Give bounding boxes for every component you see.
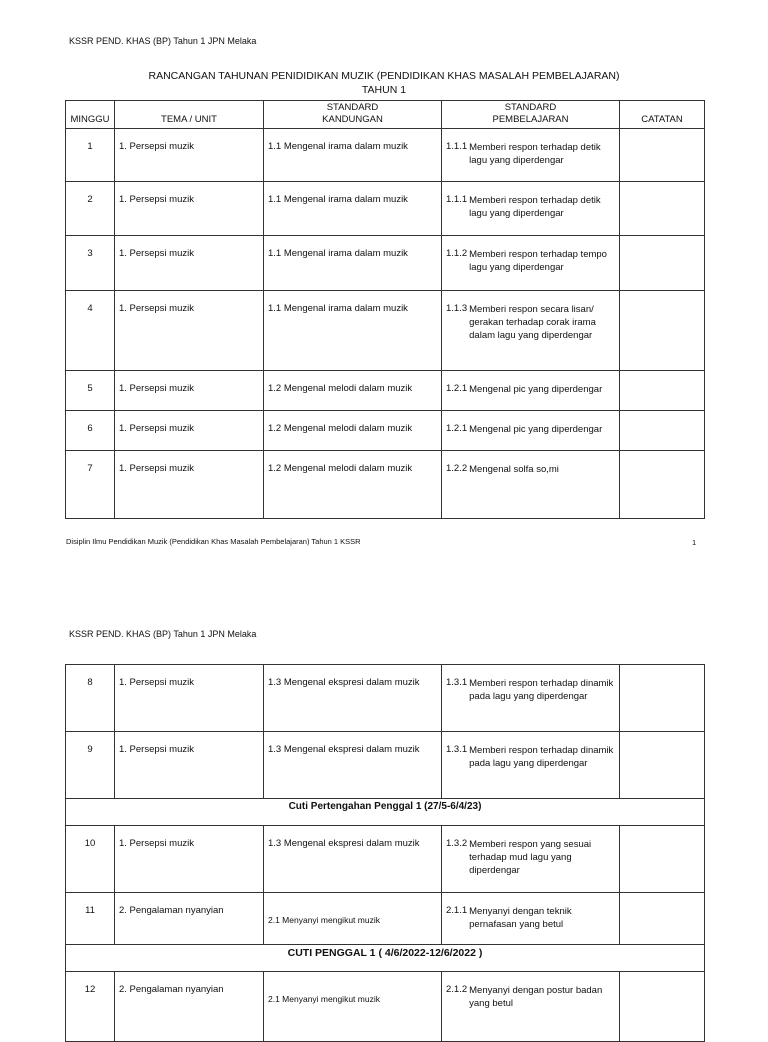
cell-minggu: 12 — [66, 972, 115, 1042]
cell-tema: 1. Persepsi muzik — [115, 411, 264, 451]
col-header-sk-line1: STANDARD — [326, 102, 379, 113]
cell-standard-kandungan: 1.3 Mengenal ekspresi dalam muzik — [264, 732, 442, 799]
sp-text: Memberi respon terhadap detik lagu yang diperdengar — [469, 195, 601, 219]
cell-standard-kandungan: 1.2 Mengenal melodi dalam muzik — [264, 411, 442, 451]
table-row — [66, 826, 705, 893]
sp-text: Memberi respon secara lisan/ gerakan terhadap corak irama dalam lagu yang diperdengar — [469, 304, 596, 341]
sp-text: Mengenal pic yang diperdengar — [469, 384, 603, 395]
sp-code: 1.2.1 — [446, 423, 468, 434]
plan-table-page2 — [65, 664, 705, 1042]
cell-minggu: 10 — [66, 826, 115, 893]
cell-tema: 1. Persepsi muzik — [115, 291, 264, 371]
sp-text: Memberi respon terhadap dinamik pada lagu yang diperdengar — [469, 745, 614, 769]
cell-standard-kandungan: 1.1 Mengenal irama dalam muzik — [264, 129, 442, 182]
cell-tema: 1. Persepsi muzik — [115, 665, 264, 732]
cell-minggu: 7 — [66, 451, 115, 519]
cell-standard-pembelajaran — [442, 129, 620, 182]
cell-standard-pembelajaran — [442, 451, 620, 519]
cell-catatan — [620, 732, 705, 799]
cell-minggu: 2 — [66, 182, 115, 236]
cell-standard-kandungan: 1.3 Mengenal ekspresi dalam muzik — [264, 665, 442, 732]
cell-standard-pembelajaran — [442, 236, 620, 291]
col-header-sp-line1: STANDARD — [504, 102, 557, 113]
col-header-catatan: CATATAN — [620, 101, 705, 129]
table-row — [66, 411, 705, 451]
document-title: RANCANGAN TAHUNAN PENIDIDIKAN MUZIK (PENDIDIKAN KHAS MASALAH PEMBELAJARAN) — [148, 70, 620, 82]
page-footer: Disiplin Ilmu Pendidikan Muzik (Pendidikan Khas Masalah Pembelajaran) Tahun 1 KSSR — [66, 537, 361, 546]
cell-standard-kandungan: 2.1 Menyanyi mengikut muzik — [264, 972, 442, 1042]
cell-tema: 1. Persepsi muzik — [115, 129, 264, 182]
cell-tema: 1. Persepsi muzik — [115, 732, 264, 799]
cell-tema: 2. Pengalaman nyanyian — [115, 972, 264, 1042]
table-row — [66, 972, 705, 1042]
cell-tema: 1. Persepsi muzik — [115, 371, 264, 411]
cell-standard-kandungan: 2.1 Menyanyi mengikut muzik — [264, 893, 442, 945]
table-row — [66, 236, 705, 291]
table-row — [66, 129, 705, 182]
sp-code: 1.3.2 — [446, 838, 468, 849]
sp-code: 2.1.1 — [446, 905, 468, 916]
sp-text: Memberi respon terhadap detik lagu yang diperdengar — [469, 142, 601, 166]
cell-catatan — [620, 291, 705, 371]
page-number: 1 — [692, 538, 697, 547]
cell-tema: 1. Persepsi muzik — [115, 451, 264, 519]
sp-text: Memberi respon yang sesuai terhadap mud lagu yang diperdengar — [469, 839, 592, 876]
cell-standard-pembelajaran — [442, 972, 620, 1042]
sp-code: 1.2.1 — [446, 383, 468, 394]
cell-tema: 1. Persepsi muzik — [115, 236, 264, 291]
col-header-tema: TEMA / UNIT — [115, 101, 264, 129]
sp-code: 1.3.1 — [446, 677, 468, 688]
sp-text: Mengenal solfa so,mi — [469, 464, 559, 475]
sp-text: Memberi respon terhadap dinamik pada lagu yang diperdengar — [469, 678, 614, 702]
cell-minggu: 4 — [66, 291, 115, 371]
sp-code: 1.3.1 — [446, 744, 468, 755]
document-subtitle: TAHUN 1 — [361, 84, 407, 96]
cell-standard-pembelajaran — [442, 732, 620, 799]
cell-catatan — [620, 182, 705, 236]
cell-catatan — [620, 451, 705, 519]
cell-standard-pembelajaran — [442, 291, 620, 371]
cell-catatan — [620, 371, 705, 411]
holiday-row — [66, 799, 705, 826]
sp-text: Mengenal pic yang diperdengar — [469, 424, 603, 435]
cell-standard-kandungan: 1.2 Mengenal melodi dalam muzik — [264, 371, 442, 411]
sp-code: 1.1.3 — [446, 303, 468, 314]
cell-catatan — [620, 893, 705, 945]
cell-tema: 1. Persepsi muzik — [115, 826, 264, 893]
sp-code: 1.1.2 — [446, 248, 468, 259]
cell-catatan — [620, 826, 705, 893]
col-header-minggu: MINGGU — [66, 101, 115, 129]
sp-text: Memberi respon terhadap tempo lagu yang diperdengar — [469, 249, 607, 273]
plan-table-page1 — [65, 100, 705, 519]
col-header-sp-line2: PEMBELAJARAN — [492, 114, 569, 125]
cell-minggu: 1 — [66, 129, 115, 182]
cell-standard-kandungan: 1.2 Mengenal melodi dalam muzik — [264, 451, 442, 519]
col-header-standard-kandungan — [264, 101, 442, 129]
holiday-banner: Cuti Pertengahan Penggal 1 (27/5-6/4/23) — [66, 799, 705, 826]
cell-catatan — [620, 129, 705, 182]
cell-standard-kandungan: 1.1 Mengenal irama dalam muzik — [264, 236, 442, 291]
table-row — [66, 732, 705, 799]
col-header-standard-pembelajaran — [442, 101, 620, 129]
cell-standard-pembelajaran — [442, 411, 620, 451]
cell-standard-kandungan: 1.3 Mengenal ekspresi dalam muzik — [264, 826, 442, 893]
sp-code: 1.2.2 — [446, 463, 468, 474]
sp-text: Menyanyi dengan postur badan yang betul — [469, 985, 603, 1009]
cell-standard-pembelajaran — [442, 893, 620, 945]
holiday-row — [66, 945, 705, 972]
cell-catatan — [620, 665, 705, 732]
table-header-row — [66, 101, 705, 129]
cell-standard-pembelajaran — [442, 371, 620, 411]
cell-minggu: 11 — [66, 893, 115, 945]
sp-code: 1.1.1 — [446, 141, 468, 152]
sp-text: Menyanyi dengan teknik pernafasan yang betul — [469, 906, 572, 930]
cell-standard-kandungan: 1.1 Mengenal irama dalam muzik — [264, 291, 442, 371]
cell-minggu: 8 — [66, 665, 115, 732]
holiday-banner: CUTI PENGGAL 1 ( 4/6/2022-12/6/2022 ) — [66, 945, 705, 972]
table-row — [66, 291, 705, 371]
sp-code: 1.1.1 — [446, 194, 468, 205]
cell-standard-pembelajaran — [442, 826, 620, 893]
cell-catatan — [620, 972, 705, 1042]
cell-minggu: 6 — [66, 411, 115, 451]
table-row — [66, 665, 705, 732]
cell-standard-kandungan: 1.1 Mengenal irama dalam muzik — [264, 182, 442, 236]
cell-minggu: 5 — [66, 371, 115, 411]
table-row — [66, 893, 705, 945]
cell-tema: 2. Pengalaman nyanyian — [115, 893, 264, 945]
cell-tema: 1. Persepsi muzik — [115, 182, 264, 236]
page-header: KSSR PEND. KHAS (BP) Tahun 1 JPN Melaka — [69, 36, 257, 46]
sp-code: 2.1.2 — [446, 984, 468, 995]
cell-minggu: 3 — [66, 236, 115, 291]
cell-catatan — [620, 236, 705, 291]
table-row — [66, 451, 705, 519]
cell-standard-pembelajaran — [442, 665, 620, 732]
page-header: KSSR PEND. KHAS (BP) Tahun 1 JPN Melaka — [69, 629, 257, 639]
cell-catatan — [620, 411, 705, 451]
table-row — [66, 371, 705, 411]
cell-minggu: 9 — [66, 732, 115, 799]
col-header-sk-line2: KANDUNGAN — [322, 114, 383, 125]
cell-standard-pembelajaran — [442, 182, 620, 236]
table-row — [66, 182, 705, 236]
